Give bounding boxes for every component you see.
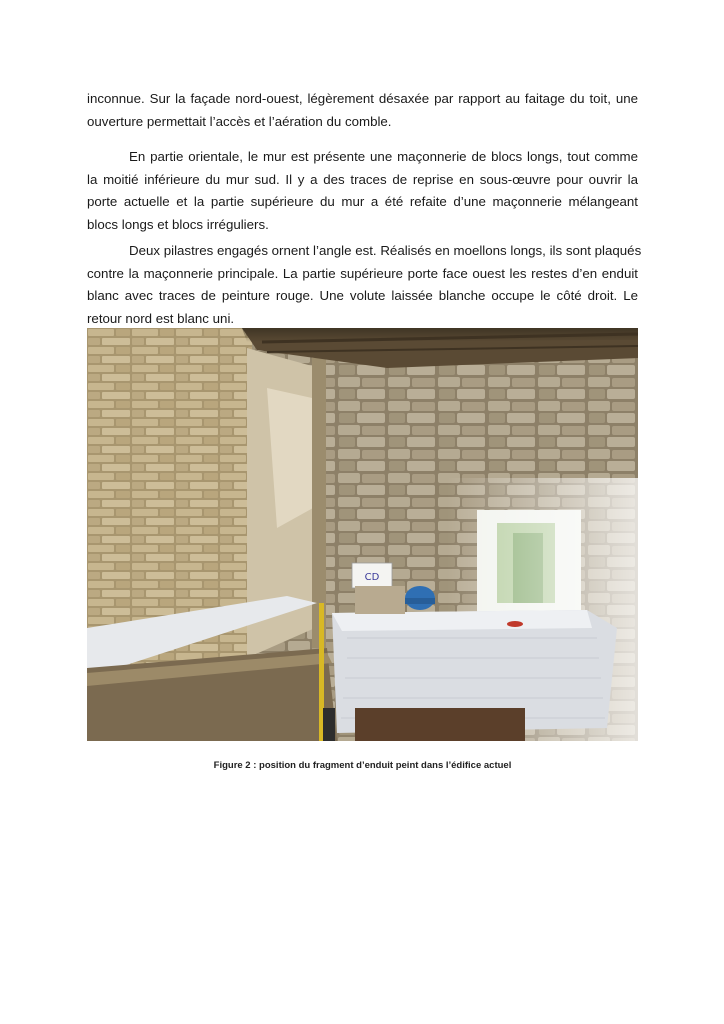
paragraph-line: Deux pilastres engagés ornent l’angle est. Réalisés en moellons longs, ils sont plaqués — [129, 243, 642, 258]
wall-photo-illustration — [87, 328, 638, 741]
paragraph-line: porte actuelle et la partie supérieure du mur a été refaite d’une maçonnerie mélangeant — [87, 194, 638, 209]
paragraph-line: ouverture permettait l’accès et l’aération du comble. — [87, 113, 392, 129]
paragraph-line: inconnue. Sur la façade nord-ouest, légèrement désaxée par rapport au faitage du toit, une — [87, 91, 638, 106]
paragraph-2 — [87, 146, 638, 236]
paragraph-line: contre la maçonnerie principale. La partie supérieure porte face ouest les restes d’en enduit — [87, 265, 638, 281]
box-logo-text: CD — [364, 572, 380, 583]
paragraph-line: blocs longs et blocs irréguliers. — [87, 216, 269, 232]
paragraph-line: blanc avec traces de peinture rouge. Une volute laissée blanche occupe le côté droit. Le — [87, 288, 638, 303]
paragraph-line: retour nord est blanc uni. — [87, 310, 235, 326]
figure-photo — [87, 328, 638, 741]
paragraph-1 — [87, 88, 638, 133]
figure-caption: Figure 2 : position du fragment d’enduit peint dans l’édifice actuel — [213, 760, 512, 771]
paragraph-3 — [87, 240, 642, 330]
paragraph-line: la moitié inférieure du mur sud. Il y a des traces de reprise en sous-œuvre pour ouvrir la — [87, 171, 638, 187]
paragraph-line: En partie orientale, le mur est présente une maçonnerie de blocs longs, tout comme — [129, 149, 638, 164]
